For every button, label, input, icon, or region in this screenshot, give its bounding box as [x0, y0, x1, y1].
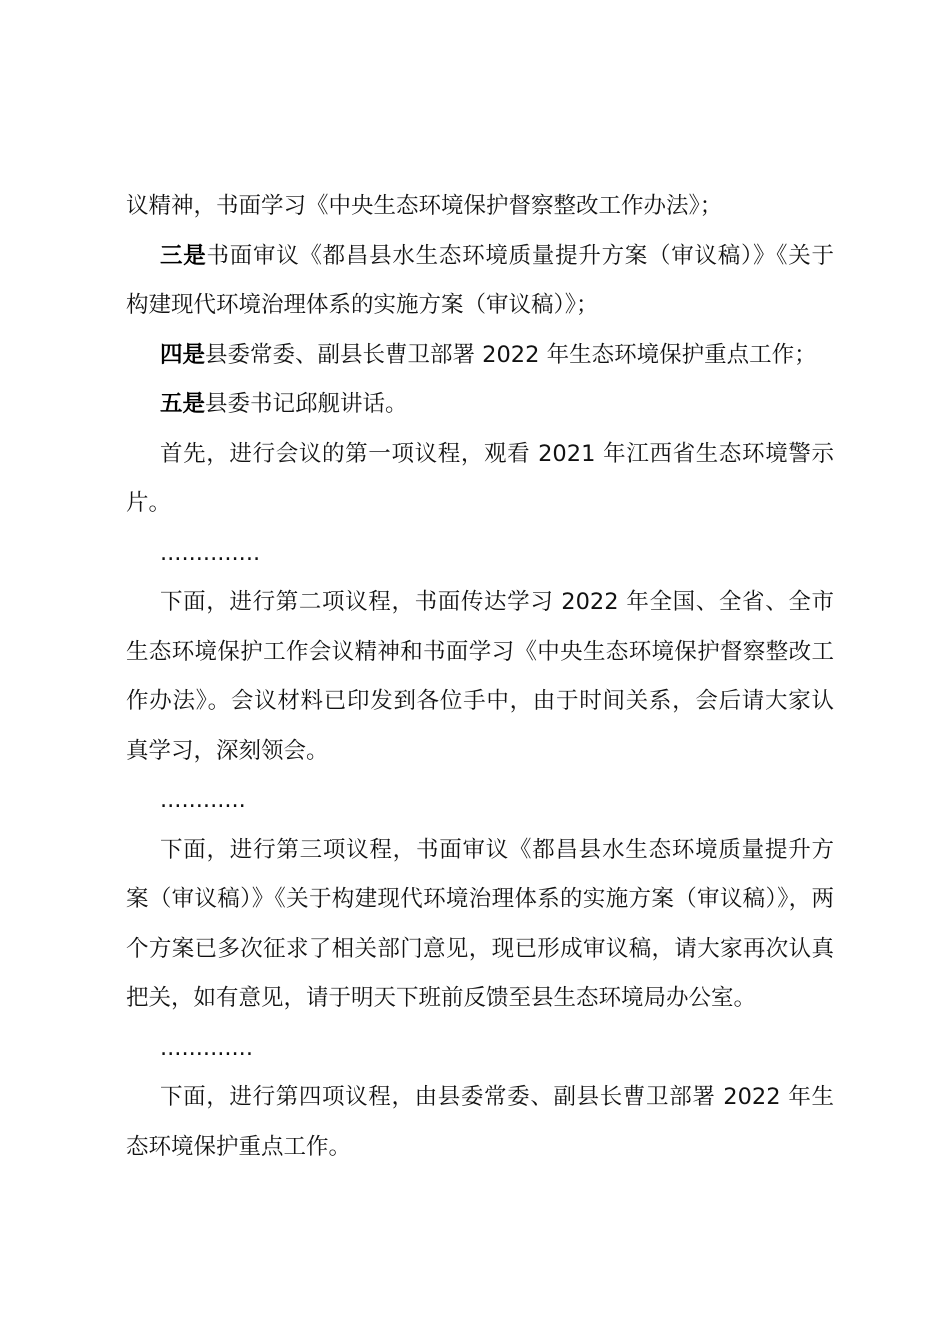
paragraph-agenda-two: 下面，进行第二项议程，书面传达学习 2022 年全国、全省、全市生态环境保护工作会议精神和书面学习《中央生态环境保护督察整改工作办法》。会议材料已印发到各位手中，由于时间关系，会后请大家认真学习，深刻领会。 [126, 589, 834, 764]
ellipsis-separator-3: ............. [160, 1034, 253, 1061]
item-three-lead: 三是 [160, 242, 207, 269]
item-four-lead: 四是 [160, 341, 206, 368]
document-body [126, 182, 834, 1172]
paragraph-item-four [126, 331, 834, 381]
item-five-lead: 五是 [160, 391, 206, 417]
paragraph-continuation: 议精神，书面学习《中央生态环境保护督察整改工作办法》； [126, 193, 723, 219]
paragraph-agenda-one: 首先，进行会议的第一项议程，观看 2021 年江西省生态环境警示片。 [126, 440, 834, 516]
paragraph-item-five [126, 380, 834, 430]
paragraph-agenda-three: 下面，进行第三项议程，书面审议《都昌县水生态环境质量提升方案（审议稿）》《关于构建现代环境治理体系的实施方案（审议稿）》，两个方案已多次征求了相关部门意见，现已形成审议稿，请大家再次认真把关，如有意见，请于明天下班前反馈至县生态环境局办公室。 [126, 836, 834, 1011]
item-four-text: 县委常委、副县长曹卫部署 2022 年生态环境保护重点工作； [205, 341, 817, 368]
item-five-text: 县委书记邱舰讲话。 [205, 391, 408, 417]
item-three-text: 书面审议《都昌县水生态环境质量提升方案（审议稿）》《关于构建现代环境治理体系的实施方案（审议稿）》； [126, 242, 834, 318]
ellipsis-separator-2: ............ [160, 787, 246, 813]
paragraph-item-three [126, 232, 834, 331]
ellipsis-separator-1: .............. [160, 539, 261, 566]
paragraph-agenda-four: 下面，进行第四项议程，由县委常委、副县长曹卫部署 2022 年生态环境保护重点工作。 [126, 1084, 834, 1160]
